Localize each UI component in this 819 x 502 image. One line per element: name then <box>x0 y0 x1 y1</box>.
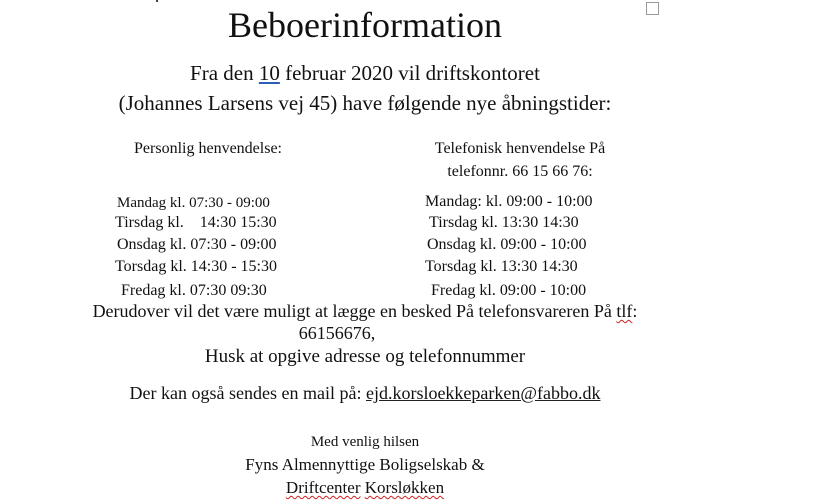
personal-row-friday: Fredag kl. 07:30 09:30 <box>121 282 267 299</box>
intro-date-day: 10 <box>258 61 280 85</box>
intro-suffix: februar 2020 vil driftskontoret <box>279 61 540 85</box>
org-line-1: Fyns Almennyttige Boligselskab & <box>245 455 485 474</box>
mail-line <box>0 381 730 405</box>
personal-row-wednesday: Onsdag kl. 07:30 - 09:00 <box>117 236 277 253</box>
phone-heading <box>400 137 640 183</box>
phone-row-wednesday: Onsdag kl. 09:00 - 10:00 <box>427 236 587 253</box>
phone-heading-line-2: telefonnr. 66 15 66 76: <box>447 163 593 180</box>
phone-row-tuesday: Tirsdag kl. 13:30 14:30 <box>429 214 579 231</box>
org-word-driftcenter: Driftcenter <box>285 478 361 497</box>
greeting: Med venlig hilsen <box>310 434 420 450</box>
personal-heading: Personlig henvendelse: <box>134 140 282 157</box>
personal-row-tuesday: Tirsdag kl. 14:30 15:30 <box>115 214 277 231</box>
reminder-text: Husk at opgive adresse og telefonnummer <box>204 346 526 367</box>
phone-heading-line-1: Telefonisk henvendelse På <box>434 140 606 157</box>
phone-row-thursday: Torsdag kl. 13:30 14:30 <box>425 258 578 275</box>
personal-row-monday: Mandag kl. 07:30 - 09:00 <box>117 195 270 211</box>
voicemail-text: Derudover vil det være muligt at lægge en besked På telefonsvareren På <box>92 301 617 321</box>
tlf-word: tlf <box>616 301 633 321</box>
org-line-2 <box>0 477 730 499</box>
voicemail-colon: : <box>632 301 638 321</box>
email-link[interactable]: ejd.korsloekkeparken@fabbo.dk <box>365 383 601 403</box>
intro-line-2: (Johannes Larsens vej 45) have følgende nye åbningstider: <box>118 91 612 115</box>
intro-line-1 <box>0 60 730 86</box>
intro-prefix: Fra den <box>190 61 259 85</box>
stray-mark <box>156 0 158 2</box>
phone-row-monday: Mandag: kl. 09:00 - 10:00 <box>425 193 593 210</box>
voicemail-number: 66156676, <box>298 323 376 343</box>
page-title: Beboerinformation <box>228 5 502 45</box>
voicemail-line-1 <box>0 300 730 322</box>
personal-row-thursday: Torsdag kl. 14:30 - 15:30 <box>115 258 277 275</box>
phone-row-friday: Fredag kl. 09:00 - 10:00 <box>431 282 587 299</box>
mail-prefix: Der kan også sendes en mail på: <box>129 383 366 403</box>
checkbox[interactable] <box>646 2 659 15</box>
org-word-korslokken: Korsløkken <box>364 478 445 497</box>
